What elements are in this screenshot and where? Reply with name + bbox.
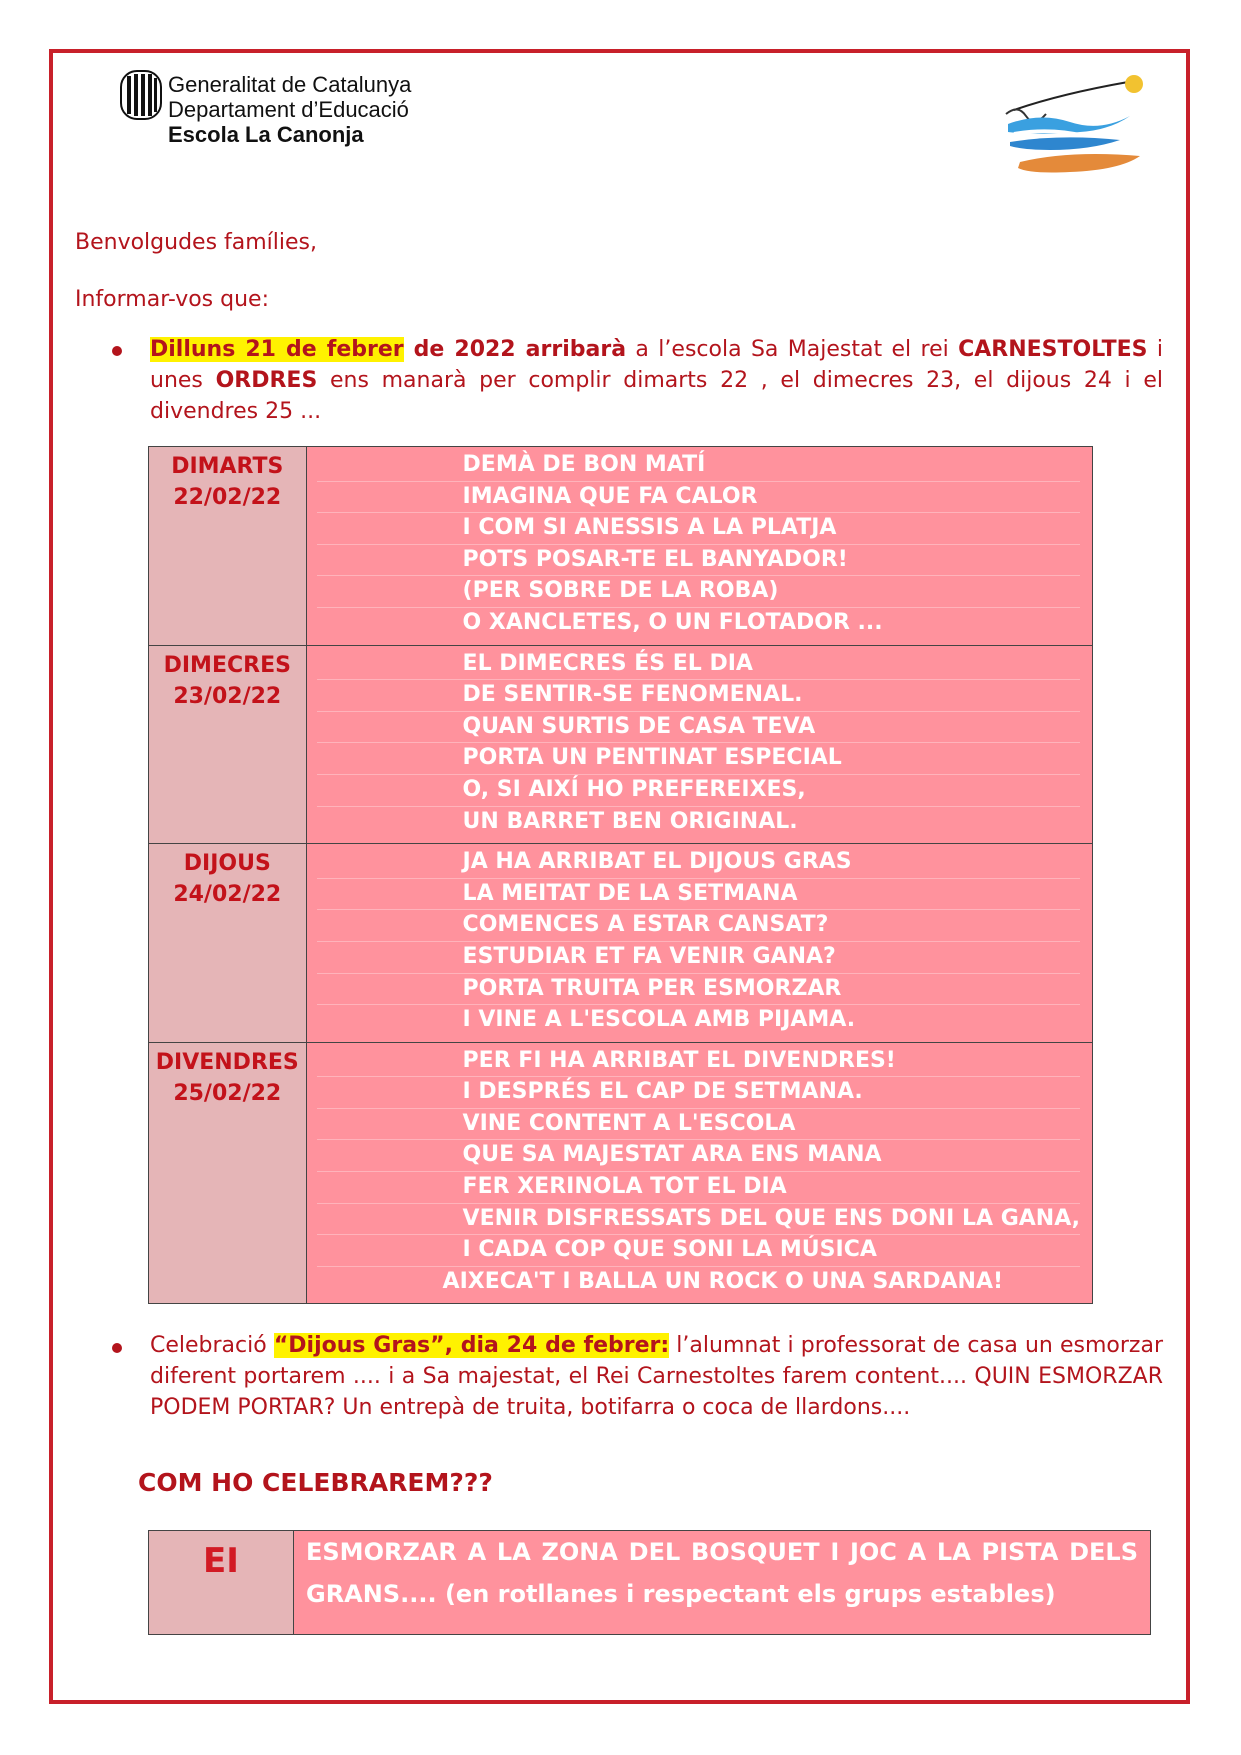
verse-line: VENIR DISFRESSATS DEL QUE ENS DONI LA GANA, bbox=[317, 1204, 1080, 1236]
verse-line: QUE SA MAJESTAT ARA ENS MANA bbox=[317, 1140, 1080, 1172]
order-verses bbox=[306, 645, 1092, 844]
table-row bbox=[149, 645, 1093, 844]
verse-line: PER FI HA ARRIBAT EL DIVENDRES! bbox=[317, 1046, 1080, 1078]
verse-line: AIXECA'T I BALLA UN ROCK O UNA SARDANA! bbox=[442, 1268, 1004, 1294]
orders-table bbox=[148, 446, 1093, 1304]
day-cell bbox=[149, 447, 307, 646]
verse-line: (PER SOBRE DE LA ROBA) bbox=[317, 576, 1080, 608]
verse-line: DEMÀ DE BON MATÍ bbox=[317, 450, 1080, 482]
celebration-paragraph: Celebració “Dijous Gras”, dia 24 de febrer: l’alumnat i professorat de casa un esmorzar diferent portarem .... i a Sa majestat, el Rei Carnestoltes farem content.... QUIN ESMORZAR PODEM PORTAR? Un entrepà de truita, botifarra o coca de llardons.... bbox=[150, 1333, 1163, 1420]
generalitat-seal-icon bbox=[120, 70, 162, 120]
verse-line: POTS POSAR-TE EL BANYADOR! bbox=[317, 545, 1080, 577]
school-name: Escola La Canonja bbox=[168, 122, 364, 147]
org-line-1: Generalitat de Catalunya bbox=[168, 72, 412, 97]
day-name: DIMARTS bbox=[171, 454, 284, 479]
celebrate-heading: COM HO CELEBRAREM??? bbox=[138, 1468, 493, 1497]
table-row bbox=[149, 1042, 1093, 1304]
table-row bbox=[149, 1531, 1151, 1635]
order-verses bbox=[306, 844, 1092, 1043]
greeting: Benvolgudes famílies, bbox=[75, 230, 318, 255]
verse-line: PORTA TRUITA PER ESMORZAR bbox=[317, 974, 1080, 1006]
verse-line: FER XERINOLA TOT EL DIA bbox=[317, 1172, 1080, 1204]
order-verses bbox=[306, 1042, 1092, 1304]
bullet-icon bbox=[112, 1343, 122, 1353]
highlight-date: Dilluns 21 de febrer bbox=[150, 337, 404, 362]
verse-line: IMAGINA QUE FA CALOR bbox=[317, 482, 1080, 514]
announcement-paragraph: Dilluns 21 de febrer de 2022 arribarà a l’escola Sa Majestat el rei CARNESTOLTES i unes ORDRES ens manarà per complir dimarts 22 , el dimecres 23, el dijous 24 i el divendres 25 ... bbox=[150, 337, 1163, 424]
day-date: 22/02/22 bbox=[173, 485, 282, 510]
verse-line: EL DIMECRES ÉS EL DIA bbox=[317, 649, 1080, 681]
highlight-dijous-gras: “Dijous Gras”, dia 24 de febrer: bbox=[273, 1333, 670, 1358]
verse-line: UN BARRET BEN ORIGINAL. bbox=[462, 808, 798, 834]
verse-line: O, SI AIXÍ HO PREFEREIXES, bbox=[317, 775, 1080, 807]
day-cell bbox=[149, 1042, 307, 1304]
verse-line: PORTA UN PENTINAT ESPECIAL bbox=[317, 743, 1080, 775]
verse-line: LA MEITAT DE LA SETMANA bbox=[317, 879, 1080, 911]
verse-line: DE SENTIR-SE FENOMENAL. bbox=[317, 680, 1080, 712]
intro-text: Informar-vos que: bbox=[75, 287, 269, 312]
order-verses bbox=[306, 447, 1092, 646]
day-name: DIMECRES bbox=[163, 652, 291, 678]
day-date: 25/02/22 bbox=[173, 1080, 282, 1106]
day-date: 24/02/22 bbox=[173, 882, 282, 908]
verse-line: I DESPRÉS EL CAP DE SETMANA. bbox=[317, 1077, 1080, 1109]
verse-line: COMENCES A ESTAR CANSAT? bbox=[317, 910, 1080, 942]
verse-line: O XANCLETES, O UN FLOTADOR ... bbox=[462, 609, 883, 635]
ei-label: EI bbox=[149, 1531, 294, 1635]
day-cell bbox=[149, 844, 307, 1043]
verse-line: JA HA ARRIBAT EL DIJOUS GRAS bbox=[317, 847, 1080, 879]
ei-table bbox=[148, 1530, 1151, 1635]
org-line-2: Departament d’Educació bbox=[168, 97, 409, 122]
day-name: DIVENDRES bbox=[155, 1049, 299, 1075]
table-row bbox=[149, 447, 1093, 646]
verse-line: VINE CONTENT A L'ESCOLA bbox=[317, 1109, 1080, 1141]
day-cell bbox=[149, 645, 307, 844]
day-name: DIJOUS bbox=[183, 851, 271, 877]
table-row bbox=[149, 844, 1093, 1043]
bullet-icon bbox=[112, 346, 122, 356]
verse-line: QUAN SURTIS DE CASA TEVA bbox=[317, 712, 1080, 744]
verse-line: I VINE A L'ESCOLA AMB PIJAMA. bbox=[462, 1007, 856, 1033]
ei-description: ESMORZAR A LA ZONA DEL BOSQUET I JOC A LA PISTA DELS GRANS.... (en rotllanes i respectant els grups estables) bbox=[294, 1531, 1151, 1635]
day-date: 23/02/22 bbox=[173, 683, 282, 709]
school-logo-icon bbox=[1000, 74, 1172, 184]
verse-line: ESTUDIAR ET FA VENIR GANA? bbox=[317, 942, 1080, 974]
verse-line: I COM SI ANESSIS A LA PLATJA bbox=[317, 513, 1080, 545]
verse-line: I CADA COP QUE SONI LA MÚSICA bbox=[317, 1235, 1080, 1267]
